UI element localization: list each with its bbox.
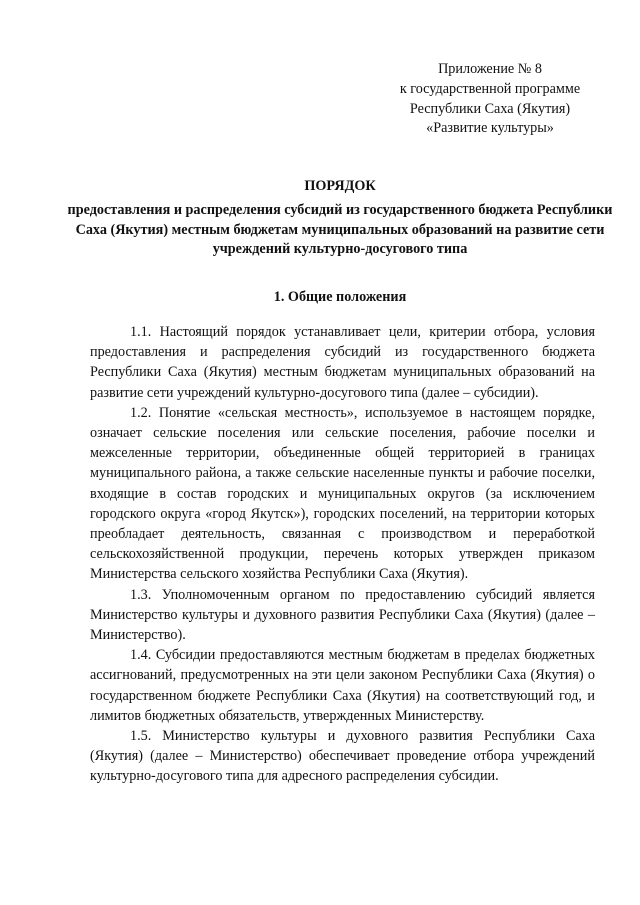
section-heading: 1. Общие положения: [273, 289, 407, 305]
appendix-program-name: «Развитие культуры»: [426, 120, 554, 137]
document-title: ПОРЯДОК: [304, 178, 376, 194]
document-subtitle: предоставления и распределения субсидий из государственного бюджета Республики Саха (Якутия) местным бюджетам муниципальных образований на развитие сети учреждений культурно-досугового типа: [67, 201, 613, 258]
appendix-program-ref: к государственной программе: [399, 80, 581, 97]
appendix-region: Республики Саха (Якутия): [409, 100, 571, 117]
paragraph-1-1: 1.1. Настоящий порядок устанавливает цели, критерии отбора, условия предоставления и распределения субсидий из государственного бюджета Республики Саха (Якутия) местным бюджетам муниципальных образований на развитие сети учреждений культурно-досугового типа (далее – субсидии).: [90, 324, 595, 401]
body-text: [90, 322, 595, 787]
paragraph-1-5: 1.5. Министерство культуры и духовного развития Республики Саха (Якутия) (далее – Министерство) обеспечивает проведение отбора учреждений культурно-досугового типа для адресного распределения субсидии.: [90, 728, 595, 785]
appendix-number: Приложение № 8: [438, 61, 542, 77]
appendix-block: [360, 60, 620, 139]
title-block: [60, 177, 620, 260]
paragraph-1-4: 1.4. Субсидии предоставляются местным бюджетам в пределах бюджетных ассигнований, предусмотренных на эти цели законом Республики Саха (Якутия) о государственном бюджете Республики Саха (Якутия) на соответствующий год, и лимитов бюджетных обязательств, утвержденных Министерству.: [90, 647, 595, 724]
paragraph-1-2: 1.2. Понятие «сельская местность», используемое в настоящем порядке, означает сельские поселения или сельские поселения, рабочие поселки и межселенные территории, объединенные общей территорией в границах муниципального района, а также сельские населенные пункты и рабочие поселки, входящие в состав городских и муниципальных округов (за исключением городского округа «город Якутск»), городских поселений, на территории которых преобладает деятельность, связанная с производством и переработкой сельскохозяйственной продукции, перечень которых утвержден приказом Министерства сельского хозяйства Республики Саха (Якутия).: [90, 404, 595, 583]
paragraph-1-3: 1.3. Уполномоченным органом по предоставлению субсидий является Министерство культуры и духовного развития Республики Саха (Якутия) (далее – Министерство).: [90, 586, 595, 644]
